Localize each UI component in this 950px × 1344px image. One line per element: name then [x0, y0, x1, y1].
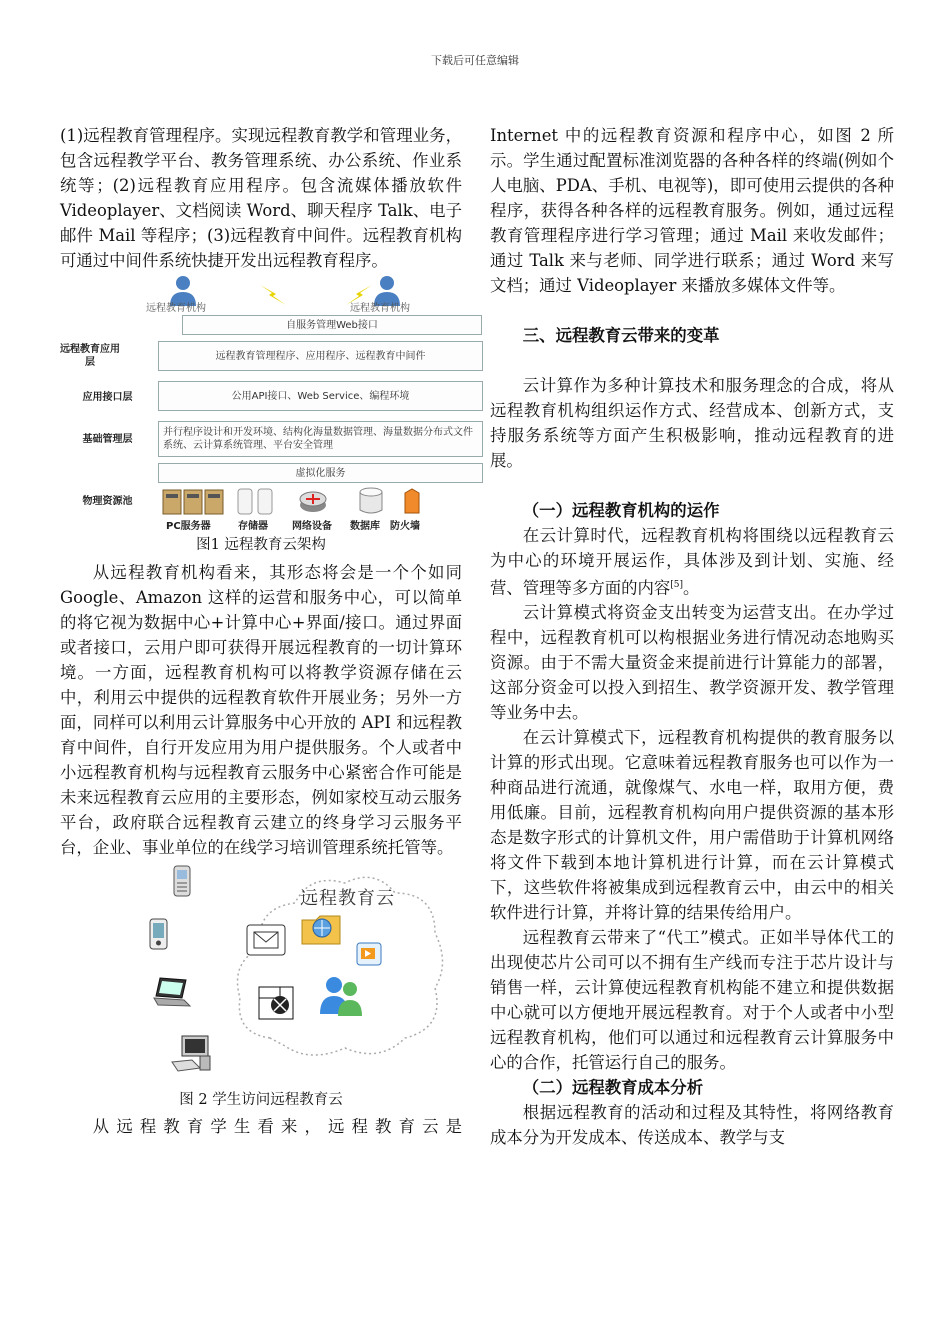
- paragraph-cost-analysis: 根据远程教育的活动和过程及其特性，将网络教育成本分为开发成本、传送成本、教学与支: [490, 1103, 894, 1148]
- layer-app-label: 远程教育应用层: [60, 344, 120, 368]
- mail-icon: [246, 924, 286, 956]
- layer-app-box: 远程教育管理程序、应用程序、远程教育中间件: [158, 341, 483, 371]
- hw-db-label: 数据库: [350, 521, 380, 532]
- desktop-computer-icon: [170, 1034, 214, 1074]
- network-device-icon: [298, 485, 328, 515]
- hw-firewall-label: 防火墙: [390, 521, 420, 532]
- layer-base-label: 基础管理层: [82, 434, 133, 445]
- figure-student-cloud: [60, 864, 462, 1108]
- chat-users-icon: [316, 974, 366, 1018]
- firewall-icon: [402, 487, 422, 515]
- paragraph-student-view-start: 从远程教育学生看来，远程教育云是: [92, 1117, 462, 1136]
- page-header: 下载后可任意编辑: [431, 54, 519, 67]
- web-interface-box: 自服务管理Web接口: [182, 315, 482, 335]
- subsection-heading-cost: （二）远程教育成本分析: [522, 1078, 704, 1098]
- phone-icon: [172, 864, 194, 898]
- org-right-label: 远程教育机构: [350, 303, 410, 314]
- paragraph-operation-end: 。: [683, 578, 700, 598]
- layer-base-box: 并行程序设计和开发环境、结构化海量数据管理、海量数据分布式文件系统、云计算系统管理、平台安全管理: [158, 421, 483, 457]
- pda-icon: [148, 918, 170, 950]
- citation-ref: [5]: [670, 580, 684, 590]
- paragraph-operation-text: 在云计算时代，远程教育机构将围绕以远程教育云为中心的环境开展运作，具体涉及到计划、实施、经营、管理等多方面的内容: [490, 526, 894, 598]
- cloud-title: 远程教育云: [300, 888, 395, 909]
- pc-server-icon: [162, 487, 226, 515]
- layer-api-box: 公用API接口、Web Service、编程环境: [158, 381, 483, 411]
- figure-1-caption: 图1 远程教育云架构: [196, 537, 326, 553]
- video-player-icon: [258, 986, 294, 1020]
- paragraph-student-view-cont: Internet 中的远程教育资源和程序中心，如图 2 所示。学生通过配置标准浏览器的各种各样的终端(例如个人电脑、PDA、手机、电视等)，即可使用云提供的各种程序，获得各种各样的远程教育服务。例如，通过远程教育管理程序进行学习管理；通过 Mail 来收发邮件；通过 Talk 来与老师、同学进行联系；通过 Word 来写文档；通过 Videoplayer 来播放多媒体文件等。: [490, 126, 894, 295]
- paragraph-foundry-model: 远程教育云带来了“代工”模式。正如半导体代工的出现使芯片公司可以不拥有生产线而专注于芯片设计与销售一样，云计算使远程教育机构能不建立和提供数据中心就可以方便地开展远程教育。对于个人或者中小型远程教育机构，他们可以通过和远程教育云计算服务中心的合作，托管运行自己的服务。: [490, 928, 894, 1073]
- paragraph-cloud-intro: 云计算作为多种计算技术和服务理念的合成，将从远程教育机构组织运作方式、经营成本、创新方式，支持服务系统等方面产生积极影响，推动远程教育的进展。: [490, 376, 894, 470]
- laptop-icon: [152, 976, 192, 1008]
- right-column: [490, 123, 894, 1150]
- hw-network-label: 网络设备: [292, 521, 332, 532]
- paragraph-program-types: (1)远程教育管理程序。实现远程教育教学和管理业务，包含远程教学平台、教务管理系统、办公系统、作业系统等；(2)远程教育应用程序。包含流媒体播放软件 Videoplayer、文档阅读 Word、聊天程序 Talk、电子邮件 Mail 等程序；(3)远程教育中间件。远程教育机构可通过中间件系统快捷开发出远程教育程序。: [60, 126, 462, 270]
- figure-2-caption: 图 2 学生访问远程教育云: [179, 1092, 343, 1108]
- subsection-heading-operation: （一）远程教育机构的运作: [522, 501, 720, 520]
- storage-icon: [236, 487, 276, 515]
- paragraph-operation: [490, 523, 894, 600]
- layer-api-label: 应用接口层: [82, 392, 133, 403]
- hw-pc-label: PC服务器: [166, 521, 211, 532]
- org-left-label: 远程教育机构: [146, 303, 206, 314]
- paragraph-capex-opex: 云计算模式将资金支出转变为运营支出。在办学过程中，远程教育机可以构根据业务进行情况动态地购买资源。由于不需大量资金来提前进行计算能力的部署，这部分资金可以投入到招生、教学资源开发、教学管理等业务中去。: [490, 603, 894, 723]
- left-column: [60, 123, 473, 1139]
- paragraph-service-as-compute: 在云计算模式下，远程教育机构提供的教育服务以计算的形式出现。它意味着远程教育服务也可以作为一种商品进行流通，就像煤气、水电一样，取用方便，费用低廉。目前，远程教育机构向用户提供资源的基本形态是数字形式的计算机文件，用户需借助于计算机网络将文件下载到本地计算机进行计算，而在云计算模式下，这些软件将被集成到远程教育云中，由云中的相关软件进行计算，并将计算的结果传给用户。: [490, 728, 894, 923]
- media-icon: [354, 940, 384, 970]
- layer-physical-label: 物理资源池: [82, 496, 133, 507]
- database-icon: [358, 486, 384, 516]
- section-heading-changes: 三、远程教育云带来的变革: [522, 326, 720, 345]
- figure-architecture: [60, 275, 473, 560]
- folder-icon: [300, 910, 344, 950]
- lightning-icon: [260, 283, 286, 307]
- hw-storage-label: 存储器: [238, 521, 268, 532]
- virtualization-box: 虚拟化服务: [158, 463, 483, 483]
- paragraph-org-view: 从远程教育机构看来，其形态将会是一个个如同 Google、Amazon 这样的运营和服务中心，可以简单的将它视为数据中心+计算中心+界面/接口。通过界面或者接口，云用户即可获得开展远程教育的一切计算环境。一方面，远程教育机构可以将教学资源存储在云中，利用云中提供的远程教育软件开展业务；另外一方面，同样可以利用云计算服务中心开放的 API 和远程教育中间件，自行开发应用为用户提供服务。个人或者中小远程教育机构与远程教育云服务中心紧密合作可能是未来远程教育云应用的主要形态，例如家校互动云服务平台，政府联合远程教育云建立的终身学习云服务平台，企业、事业单位的在线学习培训管理系统托管等。: [60, 563, 462, 857]
